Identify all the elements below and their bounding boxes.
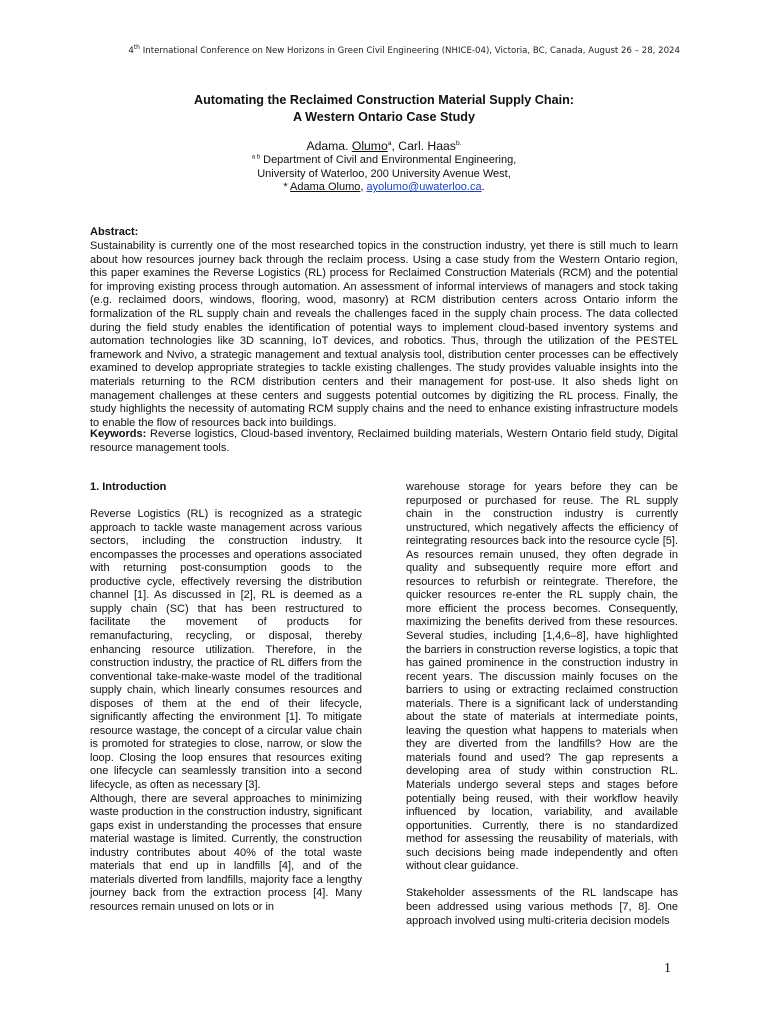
paper-title bbox=[90, 92, 678, 126]
author1-first-name: Adama. bbox=[306, 139, 352, 153]
conference-ordinal: 4 bbox=[128, 46, 134, 56]
intro-paragraph-4: Stakeholder assessments of the RL landscape has been addressed using various methods [7, 8]. One approach involved using multi-criteria decision models bbox=[406, 887, 678, 927]
intro-paragraph-2: Although, there are several approaches to minimizing waste production in the construction industry, significant gaps exist in understanding the processes that ensure material wastage is limited. Currently, the construction industry contributes about 40% of the total waste materials that end up in landfills [4], and of the materials diverted from landfills, majority face a lengthy journey back from the extraction process [4]. Many resources remain unused on lots or in bbox=[90, 792, 362, 913]
title-line-1: Automating the Reclaimed Construction Material Supply Chain: bbox=[194, 93, 574, 107]
left-column bbox=[90, 481, 362, 915]
author-list bbox=[90, 139, 678, 154]
intro-paragraph-1: Reverse Logistics (RL) is recognized as a strategic approach to tackle waste management across various sectors, including the construction industry. It encompasses the processes and operations associated with returning post-consumption goods to the productive cycle, effectively reversing the distribution channel [1]. As discussed in [2], RL is deemed as a supply chain (SC) that has been restructured to facilitate the movement of products for remanufacturing, recycling, or disposal, thereby enhancing resource utilization. Therefore, in the construction industry, the practice of RL differs from the conventional take-make-waste model of the traditional supply chain, which linearly consumes resources and disposes of them at the end of their lifecycle, significantly affecting the environment [1]. To mitigate resource wastage, the concept of a circular value chain is promoted for strategies to close, narrow, or slow the loop. Closing the loop ensures that resources exiting one lifecycle can seamlessly transition into a second lifecycle, as often as necessary [3]. bbox=[90, 508, 362, 792]
keywords-text: Reverse logistics, Cloud-based inventory, Reclaimed building materials, Western Ontario field study, Digital resource management tools. bbox=[90, 428, 678, 454]
abstract-heading: Abstract: bbox=[90, 226, 139, 238]
title-line-2: A Western Ontario Case Study bbox=[293, 110, 475, 124]
corresponding-email-link[interactable]: ayolumo@uwaterloo.ca bbox=[366, 181, 482, 194]
paragraph-gap bbox=[406, 874, 678, 888]
author2-superscript: b. bbox=[455, 139, 462, 147]
page-number: 1 bbox=[664, 961, 671, 976]
corresponding-author-line bbox=[90, 181, 678, 195]
author2-name: , Carl. Haas bbox=[391, 139, 456, 153]
author1-last-name: Olumo bbox=[351, 139, 388, 153]
paragraph-gap bbox=[90, 495, 362, 509]
keywords-label: Keywords: bbox=[90, 428, 147, 440]
corresponding-comma: , bbox=[360, 181, 367, 194]
author1-superscript: a bbox=[387, 139, 392, 147]
abstract-body: Sustainability is currently one of the most researched topics in the construction industry, yet there is still much to learn about how resources journey back through the reclaim process. Using a case study from the Western Ontario region, this paper examines the Reverse Logistics (RL) process for Reclaimed Construction Materials (RCM) and the potential for improving existing process through automation. An assessment of informal interviews of managers and stock taking (e.g. reclaimed doors, windows, flooring, wood, masonry) at RCM distribution centers across Ontario inform the formalization of the RL supply chain and reveals the challenges faced in the supply chain process. The data collected during the field study enables the identification of potential ways to implement cloud-based inventory systems and automation technologies like 3D scanning, IoT devices, and robotics. Thus, through the utilization of the PESTEL framework and Nvivo, a strategic management and textual analysis tool, distribution center processes can be effectively examined to develop appropriate strategies to tackle existing challenges. The study provides valuable insights into the materials returning to the RCM distribution centers and their management for post-use. It also sheds light on management challenges at these centers and suggests potential outcomes by digitizing the RL process. Finally, the study highlights the necessity of automating RCM supply chains and the need to enhance existing infrastructure models to enable the flow of resources back into buildings. bbox=[90, 240, 678, 429]
corresponding-author-name: Adama Olumo bbox=[290, 181, 361, 194]
conference-name: International Conference on New Horizons in Green Civil Engineering (NHICE-04), Victoria, BC, Canada, August 26 – 28, 2024 bbox=[139, 46, 680, 56]
affiliation-block bbox=[90, 154, 678, 195]
affiliation-superscript: a b bbox=[251, 154, 261, 161]
section-heading-introduction: 1. Introduction bbox=[90, 481, 167, 493]
corresponding-prefix: * bbox=[283, 181, 291, 194]
corresponding-period: . bbox=[481, 181, 485, 194]
keywords-paragraph bbox=[90, 428, 678, 455]
intro-paragraph-3: warehouse storage for years before they can be repurposed or purchased for reuse. The RL supply chain in the construction industry is currently unstructured, which negatively affects the efficiency of reintegrating resources back into the resource cycle [5]. As resources remain unused, they often degrade in quality and subsequently require more effort and resources to refurbish or reintegrate. Therefore, the quicker resources re-enter the RL supply chain, the more efficient the process becomes. Consequently, maximizing the benefits derived from these resources. Several studies, including [1,4,6–8], have highlighted the barriers in construction reverse logistics, a topic that has gained prominence in the construction industry in recent years. The discussion mainly focuses on the barriers to using or extracting reclaimed construction materials. There is a significant lack of understanding about the state of materials at intermediate points, leaving the question what happens to materials when they are diverted from the landfills? How are the materials found and used? The gap represents a developing area of study within construction RL. Materials undergo several steps and stages before potentially being reused, with their workflow heavily influenced by location, variability, and available opportunities. Currently, there is no standardized method for assessing the reusability of materials, with such decisions being made independently and often without clear guidance. bbox=[406, 481, 678, 873]
affiliation-line-2: University of Waterloo, 200 University Avenue West, bbox=[257, 167, 511, 180]
affiliation-department: Department of Civil and Environmental Engineering, bbox=[260, 154, 517, 166]
conference-header bbox=[70, 46, 680, 56]
conference-ordinal-suffix: th bbox=[133, 44, 140, 52]
right-column bbox=[406, 481, 678, 928]
affiliation-line-1 bbox=[90, 154, 678, 168]
